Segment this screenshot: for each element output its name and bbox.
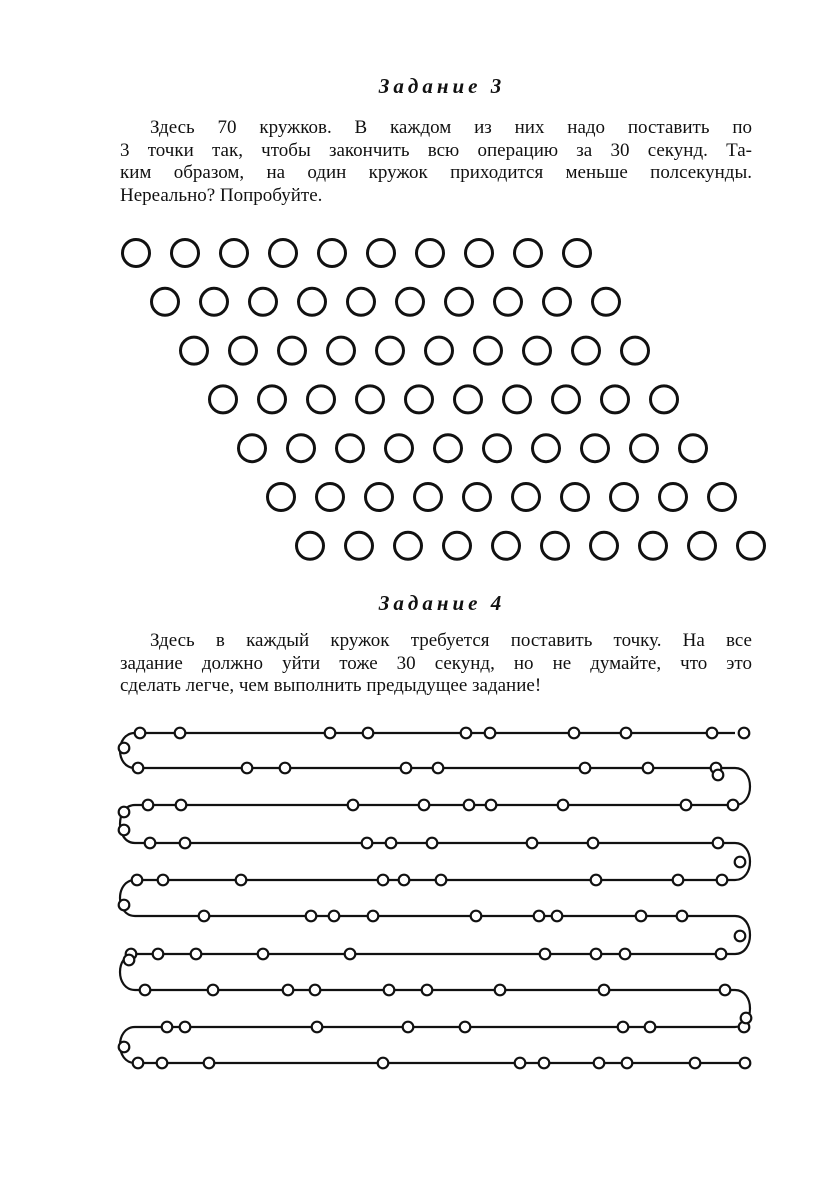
path-circle [132, 875, 143, 886]
path-circle [119, 743, 130, 754]
path-circle [310, 985, 321, 996]
path-circle [208, 985, 219, 996]
path-circle [401, 763, 412, 774]
path-circle [306, 911, 317, 922]
path-circle [534, 911, 545, 922]
path-circle [180, 838, 191, 849]
path-circle [622, 1058, 633, 1069]
path-circle [140, 985, 151, 996]
path-circle [591, 875, 602, 886]
path-circle [384, 985, 395, 996]
path-circle [348, 800, 359, 811]
path-circle [741, 1013, 752, 1024]
path-circle [175, 728, 186, 739]
path-circle [591, 949, 602, 960]
path-circle [620, 949, 631, 960]
path-circle [681, 800, 692, 811]
path-circle [716, 949, 727, 960]
path-circle [399, 875, 410, 886]
path-circle [552, 911, 563, 922]
path-circle [580, 763, 591, 774]
path-circle [645, 1022, 656, 1033]
path-circle [345, 949, 356, 960]
path-circle [461, 728, 472, 739]
path-circle [199, 911, 210, 922]
winding-line [120, 733, 750, 1063]
path-circle [713, 838, 724, 849]
path-circle [419, 800, 430, 811]
path-circle [485, 728, 496, 739]
path-circle [677, 911, 688, 922]
path-circle [495, 985, 506, 996]
path-circle [135, 728, 146, 739]
path-circle [124, 955, 135, 966]
path-circle [133, 763, 144, 774]
path-circle [717, 875, 728, 886]
path-circle [436, 875, 447, 886]
task-3-line-2: 3 точки так, чтобы закончить всю операцию за 30 секунд. Та- [120, 139, 752, 161]
path-circle [599, 985, 610, 996]
path-circle [283, 985, 294, 996]
task-4-line-3: сделать легче, чем выполнить предыдущее задание! [120, 675, 542, 696]
path-circle [594, 1058, 605, 1069]
path-circle [740, 1058, 751, 1069]
path-circle [368, 911, 379, 922]
path-circle [433, 763, 444, 774]
path-circle [158, 875, 169, 886]
path-circle [471, 911, 482, 922]
path-circle [386, 838, 397, 849]
path-circle [176, 800, 187, 811]
path-circle [739, 728, 750, 739]
path-circle [280, 763, 291, 774]
task-3-line-4: Нереально? Попробуйте. [120, 184, 323, 206]
path-circle [486, 800, 497, 811]
task-3-line-3: ким образом, на один кружок приходится меньше полсекунды. [120, 162, 752, 183]
path-circle [153, 949, 164, 960]
path-circle [236, 875, 247, 886]
path-circle [133, 1058, 144, 1069]
path-circle [558, 800, 569, 811]
path-circle [119, 900, 130, 911]
path-circle [735, 857, 746, 868]
path-circle [157, 1058, 168, 1069]
task-4-line-2: задание должно уйти тоже 30 секунд, но не думайте, что это [120, 652, 752, 674]
path-circle [707, 728, 718, 739]
task-4-title: Задание 4 [378, 591, 506, 615]
path-circle [643, 763, 654, 774]
path-circle [427, 838, 438, 849]
path-circle [673, 875, 684, 886]
path-circle [204, 1058, 215, 1069]
path-circle [362, 838, 373, 849]
path-circle [540, 949, 551, 960]
path-circle [636, 911, 647, 922]
path-circle [119, 1042, 130, 1053]
path-circle [527, 838, 538, 849]
task-3-title: Задание 3 [378, 74, 506, 98]
path-circle [378, 875, 389, 886]
path-circle [329, 911, 340, 922]
path-circle [618, 1022, 629, 1033]
path-circle [460, 1022, 471, 1033]
path-circle [464, 800, 475, 811]
path-circle [735, 931, 746, 942]
path-circle [312, 1022, 323, 1033]
path-circle [569, 728, 580, 739]
path-circle [143, 800, 154, 811]
path-circle [119, 825, 130, 836]
path-circle [621, 728, 632, 739]
path-circle [422, 985, 433, 996]
path-circle [539, 1058, 550, 1069]
path-circle [258, 949, 269, 960]
path-circle [378, 1058, 389, 1069]
path-circle [588, 838, 599, 849]
path-circle [720, 985, 731, 996]
task-3-line-1: Здесь 70 кружков. В каждом из них надо поставить по [150, 117, 752, 138]
path-circle [180, 1022, 191, 1033]
path-circle [242, 763, 253, 774]
path-circle [162, 1022, 173, 1033]
path-circle [713, 770, 724, 781]
path-circle [325, 728, 336, 739]
path-circle [363, 728, 374, 739]
path-circle [191, 949, 202, 960]
path-circle [145, 838, 156, 849]
path-circle [515, 1058, 526, 1069]
path-circle [690, 1058, 701, 1069]
path-circle [119, 807, 130, 818]
path-circle [728, 800, 739, 811]
task-4-line-1: Здесь в каждый кружок требуется поставить точку. На все [150, 630, 752, 651]
path-circle [403, 1022, 414, 1033]
